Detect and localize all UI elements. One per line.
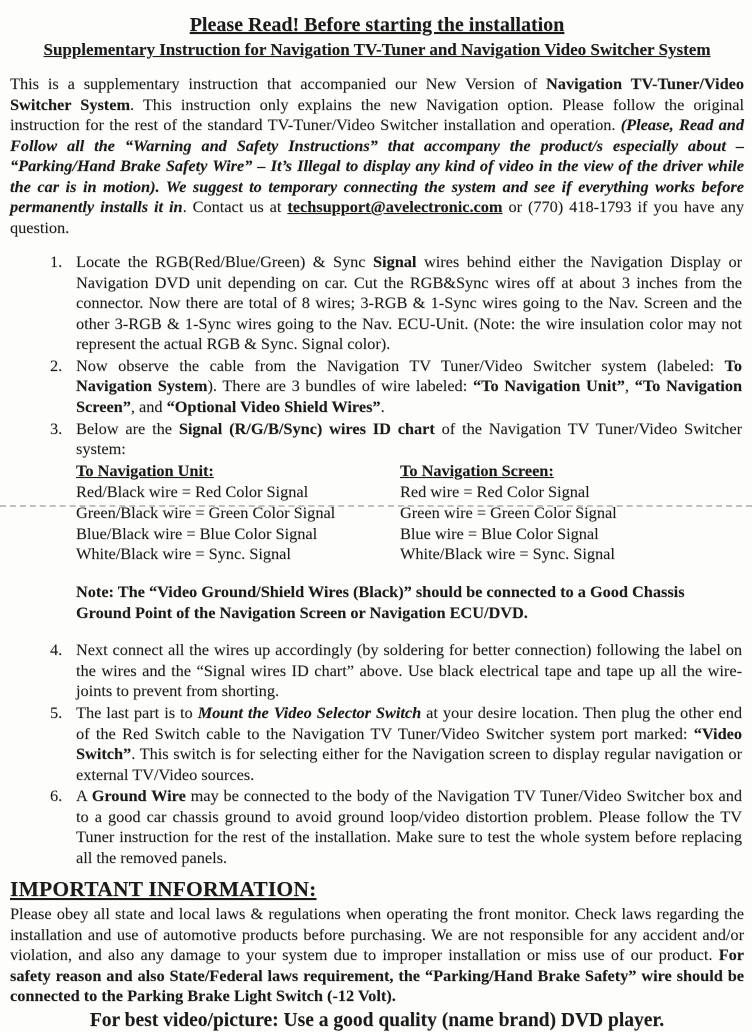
text-segment: ). There are 3 bundles of wire labeled: bbox=[207, 376, 473, 396]
step-content bbox=[76, 786, 744, 868]
step-item-2 bbox=[10, 356, 744, 418]
wire-id-chart bbox=[76, 461, 744, 565]
chart-row: Green/Black wire = Green Color Signal bbox=[76, 502, 336, 522]
text-segment: of the Navigation TV Tuner/Video Switcher system: bbox=[76, 418, 742, 459]
text-segment: . This instruction only explains the new Navigation option. Please follow the original instruction for the rest of the standard TV-Tuner/Video Switcher installation and operation. bbox=[10, 94, 744, 135]
text-segment: at your desire location. Then plug the other end of the Red Switch cable to the Navigation TV Tuner/Video Switcher system port marked: bbox=[76, 702, 742, 743]
intro-paragraph bbox=[10, 74, 744, 238]
step-number: 2. bbox=[50, 355, 63, 375]
text-segment: For safety reason and also State/Federal laws requirement, the “Parking/Hand Brake Safety” wire should be connected to the Parking Brake Light Switch (-12 Volt). bbox=[10, 945, 744, 1006]
page-subtitle: Supplementary Instruction for Navigation TV-Tuner and Navigation Video Switcher System bbox=[43, 40, 711, 59]
text-segment: may be connected to the body of the Navigation TV Tuner/Video Switcher box and to a good car chassis ground to avoid ground loop/video distortion problem. Please follow the TV Tuner instruction for the rest of the installation. Make sure to test the whole system before replacing all the removed panels. bbox=[76, 786, 742, 867]
step-content bbox=[76, 356, 744, 418]
important-info-paragraph bbox=[10, 904, 744, 1007]
text-segment: The last part is to bbox=[76, 702, 198, 722]
ground-note: Note: The “Video Ground/Shield Wires (Black)” should be connected to a Good Chassis Ground Point of the Navigation Screen or Navigation ECU/DVD. bbox=[76, 582, 685, 622]
text-segment: . bbox=[380, 396, 385, 416]
chart-row: White/Black wire = Sync. Signal bbox=[400, 544, 615, 564]
text-segment: “Optional Video Shield Wires” bbox=[166, 396, 381, 416]
step-item-4 bbox=[10, 640, 744, 702]
text-segment: To Navigation System bbox=[76, 355, 742, 396]
step-number: 4. bbox=[50, 640, 63, 660]
text-segment: or (770) 418-1793 if you have any question. bbox=[10, 197, 744, 237]
text-segment: Now observe the cable from the Navigation TV Tuner/Video Switcher system (labeled: bbox=[76, 355, 725, 375]
step-content bbox=[76, 252, 744, 355]
text-segment: Ground Wire bbox=[91, 786, 186, 806]
step-number: 3. bbox=[50, 418, 63, 438]
step-number: 5. bbox=[50, 702, 63, 722]
text-segment: Signal (R/G/B/Sync) wires ID chart bbox=[178, 418, 435, 438]
chart-row: White/Black wire = Sync. Signal bbox=[76, 544, 291, 564]
chart-row: Green wire = Green Color Signal bbox=[400, 502, 617, 522]
important-info-heading: IMPORTANT INFORMATION: bbox=[10, 877, 317, 902]
step-item-5 bbox=[10, 703, 744, 785]
text-segment: (Please, Read and Follow all the “Warning and Safety Instructions” that accompany the product/s especially about – “Parking/Hand Brake Safety Wire” – It’s Illegal to display any kind of video in the view of the driver while the car is in motion). We suggest to temporary connecting the system and see if everything works before permanently installs it in bbox=[10, 115, 744, 217]
text-segment: “To Navigation Unit” bbox=[472, 376, 625, 396]
email-link: techsupport@avelectronic.com bbox=[287, 197, 503, 217]
text-segment: . This switch is for selecting either for the Navigation screen to display regular navigation or external TV/Video sources. bbox=[76, 744, 742, 784]
page-title: Please Read! Before starting the installation bbox=[189, 14, 565, 36]
footer-note: For best video/picture: Use a good quality (name brand) DVD player. bbox=[89, 1009, 665, 1031]
step-item-1 bbox=[10, 252, 744, 355]
text-segment: , bbox=[624, 376, 635, 396]
step-number: 1. bbox=[50, 252, 63, 272]
step-content bbox=[76, 703, 744, 785]
installation-steps-lower bbox=[10, 640, 744, 868]
step-number: 6. bbox=[50, 786, 63, 806]
step-item-6 bbox=[10, 786, 744, 868]
chart-row: Blue/Black wire = Blue Color Signal bbox=[76, 523, 318, 543]
text-segment: Navigation TV-Tuner/Video Switcher System bbox=[10, 74, 745, 114]
text-segment: , and bbox=[130, 396, 167, 416]
step-content bbox=[76, 640, 744, 702]
text-segment: Signal bbox=[373, 252, 417, 272]
installation-steps-upper bbox=[10, 252, 744, 459]
text-segment: Locate the RGB(Red/Blue/Green) & Sync bbox=[76, 252, 373, 272]
chart-column-header: To Navigation Screen: bbox=[400, 460, 554, 480]
chart-row: Blue wire = Blue Color Signal bbox=[400, 523, 599, 543]
text-segment: Mount the Video Selector Switch bbox=[197, 702, 422, 722]
text-segment: . Contact us at bbox=[182, 197, 288, 217]
nav-unit-column bbox=[76, 461, 400, 565]
text-segment: “To Navigation Screen” bbox=[76, 376, 743, 416]
step-item-3 bbox=[10, 419, 744, 460]
text-segment: Next connect all the wires up accordingly (by soldering for better connection) following the label on the wires and the “Signal wires ID chart” above. Use black electrical tape and tape up all the wire-joints to prevent from shorting. bbox=[76, 640, 742, 701]
text-segment: A bbox=[76, 786, 92, 806]
nav-screen-column bbox=[400, 461, 744, 565]
text-segment: “Video Switch” bbox=[76, 723, 742, 764]
text-segment: Please obey all state and local laws & regulations when operating the front monitor. Check laws regarding the installation and use of automotive products before purchasing. We are not responsible for any accident and/or violation, and also any damage to your system due to improper installation or miss use of our product. bbox=[10, 904, 744, 965]
chart-column-header: To Navigation Unit: bbox=[76, 460, 214, 480]
chart-row: Red/Black wire = Red Color Signal bbox=[76, 482, 309, 502]
step-content bbox=[76, 419, 744, 460]
text-segment: wires behind either the Navigation Display or Navigation DVD unit depending on car. Cut the RGB&Sync wires off at about 3 inches from the connector. Now there are total of 8 wires; 3-RGB & 1-Sync wires going to the Nav. Screen and the other 3-RGB & 1-Sync wires going to the Nav. ECU-Unit. (Note: the wire insulation color may not represent the actual RGB & Sync. Signal color). bbox=[76, 252, 743, 354]
chart-row: Red wire = Red Color Signal bbox=[400, 482, 590, 502]
text-segment: This is a supplementary instruction that accompanied our New Version of bbox=[10, 74, 547, 93]
text-segment: Below are the bbox=[76, 418, 179, 438]
